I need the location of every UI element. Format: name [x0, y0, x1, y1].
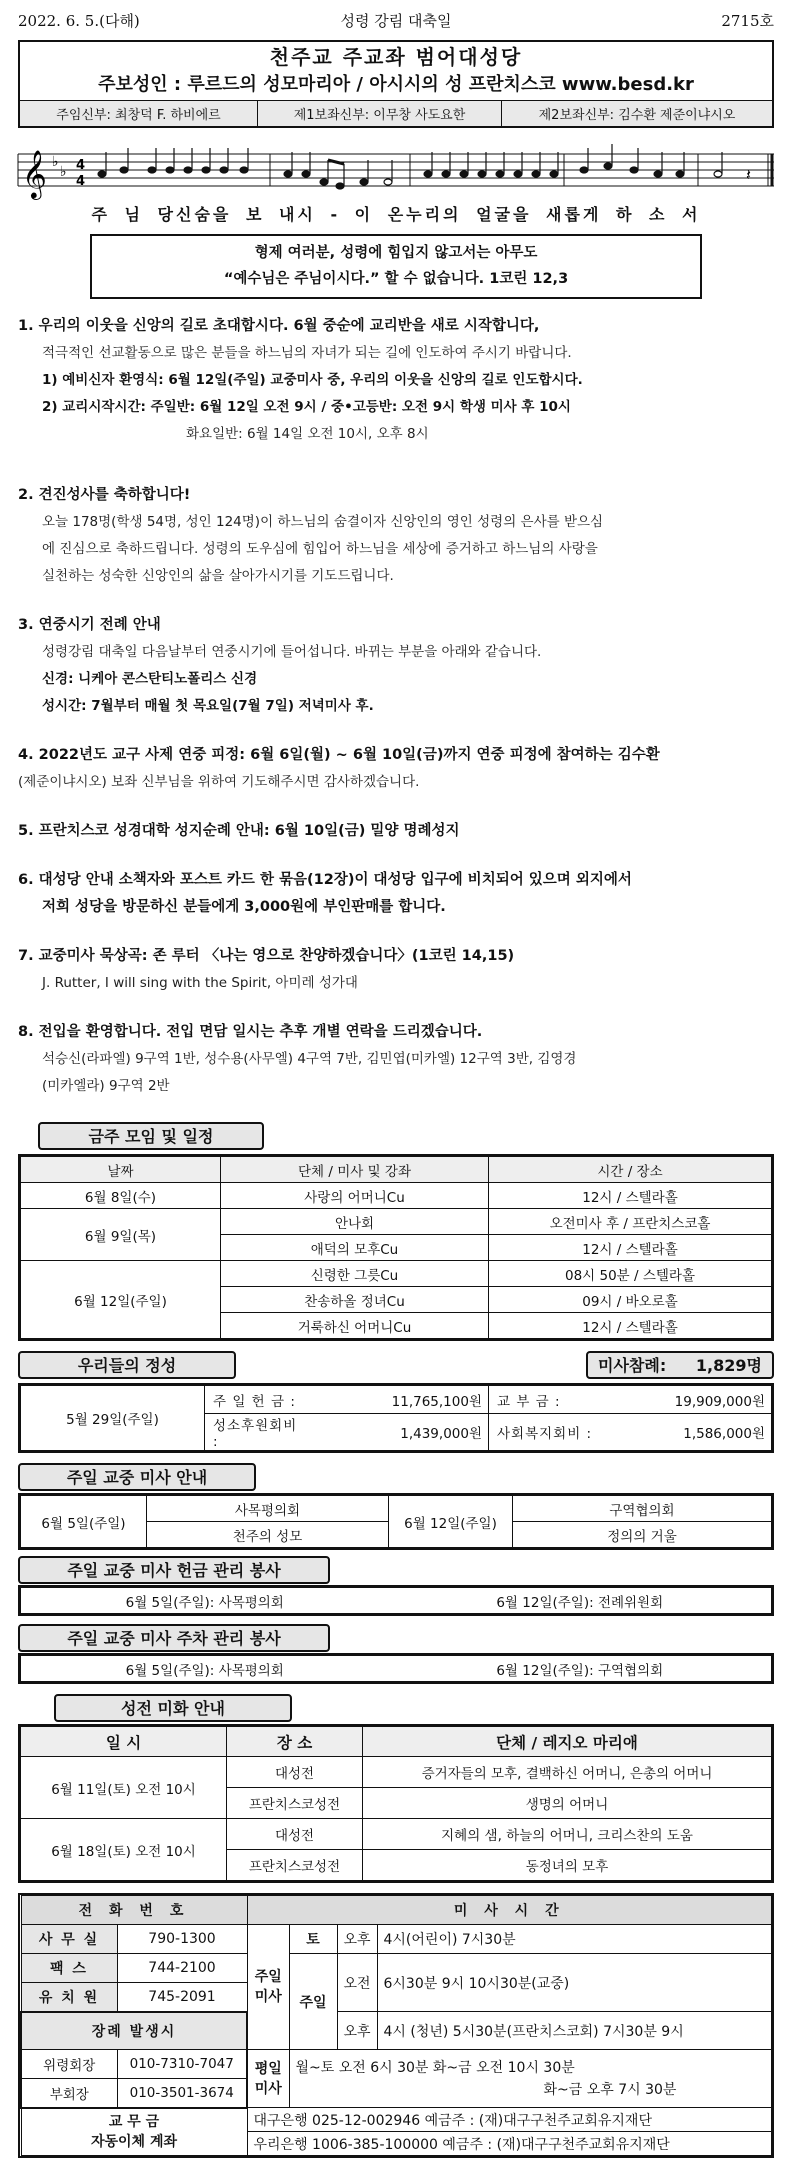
- notice-body-line: J. Rutter, I will sing with the Spirit, 아미레 성가대: [42, 975, 358, 991]
- schedule-table: [20, 1156, 772, 1339]
- beautify-title: 성전 미화 안내: [54, 1694, 292, 1722]
- phone-label: 사 무 실: [21, 1925, 117, 1954]
- notice-body-line: 성령강림 대축일 다음날부터 연중시기에 들어섭니다. 바뀌는 부분을 아래와 같습니다.: [42, 644, 542, 660]
- notice-title: 6. 대성당 안내 소책자와 포스트 카드 한 묶음(12장)이 대성당 입구에 비치되어 있으며 외지에서: [18, 872, 632, 888]
- bulletin-page: [18, 10, 774, 2158]
- notice-item: [18, 943, 774, 997]
- sunday-pm-times: 4시 (청년) 5시30분(프란치스코회) 7시30분 9시: [377, 2012, 772, 2050]
- collection-service-table: [20, 1587, 772, 1614]
- weekday-mass-label: 평일미사: [247, 2050, 289, 2108]
- beautify-place: 대성전: [227, 1819, 363, 1850]
- table-row: [21, 2108, 772, 2132]
- mass-guide-date: 6월 5일(주일): [21, 1496, 147, 1548]
- notice-title: 1. 우리의 이웃을 신앙의 길로 초대합시다. 6월 중순에 교리반을 새로 시작합니다,: [18, 318, 540, 334]
- beautify-date: 6월 18일(토) 오전 10시: [21, 1819, 227, 1881]
- mass-time-title: 미 사 시 간: [247, 1896, 772, 1925]
- notice-body-line: 석승신(라파엘) 9구역 1반, 성수용(사무엘) 4구역 7반, 김민엽(미카엘) 12구역 3반, 김영경: [42, 1051, 577, 1067]
- phone-number: 745-2091: [117, 1983, 247, 2012]
- notice-item: [18, 313, 774, 448]
- table-row: [21, 1183, 772, 1209]
- mass-guide-date: 6월 12일(주일): [389, 1496, 513, 1548]
- schedule-header: 날짜: [21, 1157, 221, 1183]
- notice-title: 2. 견진성사를 축하합니다!: [18, 487, 191, 503]
- funeral-contact-label: 위령회장: [21, 2050, 117, 2079]
- footer-info-box: [18, 1893, 774, 2158]
- svg-text:4: 4: [76, 174, 86, 189]
- schedule-title: 금주 모임 및 일정: [38, 1122, 264, 1150]
- table-row: [21, 1757, 772, 1788]
- table-row: [21, 2012, 772, 2050]
- offering-date: 5월 29일(주일): [21, 1386, 205, 1451]
- schedule-group: 애덕의 모후Cu: [221, 1235, 489, 1261]
- schedule-time-place: 오전미사 후 / 프란치스코홀: [489, 1209, 772, 1235]
- schedule-header: 단체 / 미사 및 강좌: [221, 1157, 489, 1183]
- sunday-am: 오전: [337, 1954, 377, 2012]
- offering-value: 1,586,000원: [599, 1414, 772, 1451]
- svg-text:♭: ♭: [52, 154, 59, 170]
- offering-label: 교 부 금 :: [489, 1386, 599, 1414]
- notice-title: 7. 교중미사 묵상곡: 존 루터 〈나는 영으로 찬양하겠습니다〉(1코린 14,15): [18, 948, 515, 964]
- table-row: [21, 1496, 772, 1522]
- table-row: [21, 1386, 772, 1414]
- table-row: [21, 1209, 772, 1235]
- mass-guide-table-wrap: [18, 1493, 774, 1550]
- offering-label: 성소후원회비 :: [205, 1414, 301, 1451]
- notices-list: [18, 313, 774, 1100]
- beautify-place: 프란치스코성전: [227, 1850, 363, 1881]
- saturday-label: 토: [289, 1925, 337, 1954]
- parish-title-box: [18, 40, 774, 128]
- attendance-value: 1,829명: [695, 1356, 762, 1375]
- funeral-contact-label: 부회장: [21, 2079, 117, 2108]
- feast-name: 성령 강림 대축일: [340, 12, 452, 30]
- beautify-header: 일 시: [21, 1727, 227, 1757]
- transfer-title-line-1: 교 무 금: [108, 2113, 160, 2130]
- transfer-title-line-2: 자동이체 계좌: [90, 2133, 178, 2150]
- table-row: [21, 1261, 772, 1287]
- notice-title: 4. 2022년도 교구 사제 연중 피정: 6월 6일(월) ~ 6월 10일(금)까지 연중 피정에 참여하는 김수환: [18, 747, 660, 763]
- phone-label: 유 치 원: [21, 1983, 117, 2012]
- schedule-header: 시간 / 장소: [489, 1157, 772, 1183]
- table-row: [21, 1819, 772, 1850]
- beautify-groups: 동정녀의 모후: [363, 1850, 772, 1881]
- table-row: [21, 2050, 772, 2079]
- bank-account-1: 대구은행 025-12-002946 예금주 : (재)대구구천주교회유지재단: [247, 2108, 772, 2132]
- priest-row: [20, 100, 772, 126]
- table-row: [21, 1588, 772, 1614]
- collection-service-wrap: [18, 1585, 774, 1616]
- parish-name: 천주교 주교좌 범어대성당: [269, 45, 523, 69]
- weekday-line-2: 화~금 오후 7시 30분: [543, 2081, 677, 2098]
- footer-table: [20, 1895, 772, 2156]
- sunday-label: 주일: [289, 1954, 337, 2050]
- notice-body-line: 실천하는 성숙한 신앙인의 삶을 살아가시기를 기도드립니다.: [42, 568, 394, 584]
- issue-number: 2715호: [721, 12, 774, 30]
- offering-table-wrap: [18, 1383, 774, 1453]
- schedule-section: [18, 1122, 774, 1341]
- saturday-pm: 오후: [337, 1925, 377, 1954]
- notice-item: [18, 482, 774, 590]
- hymn-lyrics: 주 님 당신숨을 보 내시 - 이 온누리의 얼굴을 새롭게 하 소 서: [91, 205, 701, 224]
- notice-title: 3. 연중시기 전례 안내: [18, 617, 161, 633]
- attendance-label: 미사참례:: [598, 1356, 667, 1375]
- notice-item: [18, 612, 774, 720]
- sunday-pm: 오후: [337, 2012, 377, 2050]
- table-row: [21, 1954, 772, 1983]
- table-row: [21, 1656, 772, 1682]
- collection-service-title: 주일 교중 미사 헌금 관리 봉사: [18, 1556, 330, 1584]
- notice-body-line: (제준이냐시오) 보좌 신부님을 위하여 기도해주시면 감사하겠습니다.: [18, 774, 420, 790]
- offering-value: 1,439,000원: [301, 1414, 489, 1451]
- notice-body-line: 적극적인 선교활동으로 많은 분들을 하느님의 자녀가 되는 길에 인도하여 주시기 바랍니다.: [42, 345, 572, 361]
- phone-label: 팩 스: [21, 1954, 117, 1983]
- beautify-groups: 지혜의 샘, 하늘의 어머니, 크리스찬의 도움: [363, 1819, 772, 1850]
- collection-service-left: 6월 5일(주일): 사목평의회: [21, 1588, 389, 1614]
- notice-body-line: 2) 교리시작시간: 주일반: 6월 12일 오전 9시 / 중•고등반: 오전 9시 학생 미사 후 10시: [42, 399, 571, 415]
- verse-line-2: “예수님은 주님이시다.” 할 수 없습니다. 1코린 12,3: [223, 271, 569, 287]
- funeral-contact-number: 010-3501-3674: [117, 2079, 247, 2108]
- offering-value: 19,909,000원: [599, 1386, 772, 1414]
- sunday-mass-label: 주일미사: [247, 1925, 289, 2050]
- notice-body-line: 에 진심으로 축하드립니다. 성령의 도우심에 힘입어 하느님을 세상에 증거하고 하느님의 사랑을: [42, 541, 598, 557]
- notice-item: [18, 867, 774, 921]
- notice-body-line: 성시간: 7월부터 매월 첫 목요일(7월 7일) 저녁미사 후.: [42, 698, 374, 714]
- schedule-date: 6월 12일(주일): [21, 1261, 221, 1339]
- music-staff-svg: [18, 142, 774, 198]
- verse-line-1: 형제 여러분, 성령에 힘입지 않고서는 아무도: [254, 245, 538, 261]
- schedule-group: 안나회: [221, 1209, 489, 1235]
- beautify-header: 장 소: [227, 1727, 363, 1757]
- svg-text:4: 4: [76, 158, 86, 173]
- funeral-title: 장례 발생시: [21, 2012, 247, 2050]
- notice-item: [18, 818, 774, 845]
- notice-body-line: 1) 예비신자 환영식: 6월 12일(주일) 교중미사 중, 우리의 이웃을 신앙의 길로 인도합시다.: [42, 372, 583, 388]
- schedule-time-place: 09시 / 바오로홀: [489, 1287, 772, 1313]
- beautify-place: 대성전: [227, 1757, 363, 1788]
- notice-body-line: 신경: 니케아 콘스탄티노폴리스 신경: [42, 671, 258, 687]
- mass-guide-item: 정의의 거울: [513, 1522, 772, 1548]
- schedule-table-wrap: [18, 1154, 774, 1341]
- saturday-times: 4시(어린이) 7시30분: [377, 1925, 772, 1954]
- beautify-groups: 생명의 어머니: [363, 1788, 772, 1819]
- offering-label: 주 일 헌 금 :: [205, 1386, 301, 1414]
- transfer-account-title: [21, 2108, 247, 2156]
- offering-title: 우리들의 정성: [18, 1351, 236, 1379]
- schedule-time-place: 12시 / 스텔라홀: [489, 1183, 772, 1209]
- schedule-group: 찬송하올 정녀Cu: [221, 1287, 489, 1313]
- scripture-verse-box: [90, 234, 702, 299]
- offering-table: [20, 1385, 772, 1451]
- svg-text:♭: ♭: [60, 164, 67, 180]
- offering-label: 사회복지회비 :: [489, 1414, 599, 1451]
- beautify-date: 6월 11일(토) 오전 10시: [21, 1757, 227, 1819]
- weekday-line-1: 월~토 오전 6시 30분 화~금 오전 10시 30분: [295, 2059, 575, 2076]
- svg-text:𝄽: 𝄽: [746, 165, 751, 184]
- notice-body-line: 화요일반: 6월 14일 오전 10시, 오후 8시: [186, 426, 429, 442]
- offering-value: 11,765,100원: [301, 1386, 489, 1414]
- notice-item: [18, 1019, 774, 1100]
- schedule-date: 6월 8일(수): [21, 1183, 221, 1209]
- schedule-date: 6월 9일(목): [21, 1209, 221, 1261]
- schedule-group: 거룩하신 어머니Cu: [221, 1313, 489, 1339]
- notice-body-line: (미카엘라) 9구역 2반: [42, 1078, 170, 1094]
- beautify-table: [20, 1726, 772, 1881]
- hymn-staff: [18, 142, 774, 198]
- parking-service-wrap: [18, 1653, 774, 1684]
- schedule-time-place: 12시 / 스텔라홀: [489, 1235, 772, 1261]
- schedule-group: 사랑의 어머니Cu: [221, 1183, 489, 1209]
- parking-service-table: [20, 1655, 772, 1682]
- pastor: 주임신부: 최창덕 F. 하비에르: [20, 101, 258, 126]
- notice-body-line: 저희 성당을 방문하신 분들에게 3,000원에 부인판매를 합니다.: [42, 899, 446, 915]
- mass-guide-item: 구역협의회: [513, 1496, 772, 1522]
- collection-service-right: 6월 12일(주일): 전례위원회: [389, 1588, 772, 1614]
- parish-patrons: 주보성인 : 루르드의 성모마리아 / 아시시의 성 프란치스코 www.besd.kr: [98, 74, 694, 95]
- weekday-mass-times: [289, 2050, 772, 2108]
- table-row: [21, 1896, 772, 1925]
- parking-service-right: 6월 12일(주일): 구역협의회: [389, 1656, 772, 1682]
- mass-guide-title: 주일 교중 미사 안내: [18, 1463, 256, 1491]
- mass-guide-table: [20, 1495, 772, 1548]
- beautify-groups: 증거자들의 모후, 결백하신 어머니, 은총의 어머니: [363, 1757, 772, 1788]
- assistant-priest-1: 제1보좌신부: 이무창 사도요한: [258, 101, 502, 126]
- notice-body-line: 오늘 178명(학생 54명, 성인 124명)이 하느님의 숨결이자 신앙인의 영인 성령의 은사를 받으심: [42, 514, 604, 530]
- mass-guide-item: 사목평의회: [147, 1496, 389, 1522]
- bank-account-2: 우리은행 1006-385-100000 예금주 : (재)대구구천주교회유지재단: [247, 2132, 772, 2156]
- mass-guide-item: 천주의 성모: [147, 1522, 389, 1548]
- notice-item: [18, 742, 774, 796]
- schedule-group: 신령한 그릇Cu: [221, 1261, 489, 1287]
- treble-clef-icon: 𝄞: [22, 149, 47, 198]
- parking-service-title: 주일 교중 미사 주차 관리 봉사: [18, 1624, 330, 1652]
- offering-header-row: [18, 1349, 774, 1381]
- schedule-time-place: 12시 / 스텔라홀: [489, 1313, 772, 1339]
- beautify-table-wrap: [18, 1724, 774, 1883]
- phone-number: 744-2100: [117, 1954, 247, 1983]
- phone-number: 790-1300: [117, 1925, 247, 1954]
- phone-title: 전 화 번 호: [21, 1896, 247, 1925]
- notice-title: 5. 프란치스코 성경대학 성지순례 안내: 6월 10일(금) 밀양 명례성지: [18, 823, 460, 839]
- assistant-priest-2: 제2보좌신부: 김수환 제준이냐시오: [502, 101, 772, 126]
- parking-service-left: 6월 5일(주일): 사목평의회: [21, 1656, 389, 1682]
- beautify-place: 프란치스코성전: [227, 1788, 363, 1819]
- schedule-time-place: 08시 50분 / 스텔라홀: [489, 1261, 772, 1287]
- table-row: [21, 1925, 772, 1954]
- bulletin-date: 2022. 6. 5.(다해): [18, 12, 140, 30]
- attendance-box: [586, 1351, 774, 1379]
- funeral-contact-number: 010-7310-7047: [117, 2050, 247, 2079]
- header-line: [18, 10, 774, 36]
- table-row: [21, 1727, 772, 1757]
- sunday-am-times: 6시30분 9시 10시30분(교중): [377, 1954, 772, 2012]
- beautify-header: 단체 / 레지오 마리애: [363, 1727, 772, 1757]
- notice-title: 8. 전입을 환영합니다. 전입 면담 일시는 추후 개별 연락을 드리겠습니다.: [18, 1024, 483, 1040]
